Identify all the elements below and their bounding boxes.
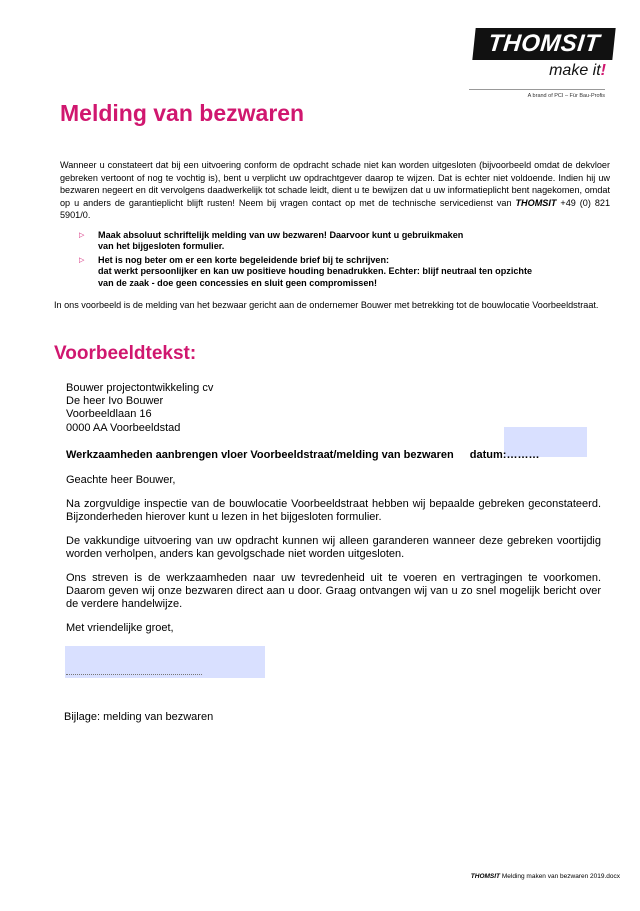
section-title: Voorbeeldtekst: xyxy=(54,343,197,364)
logo-tagline xyxy=(470,62,606,80)
triangle-bullet-icon: ▷ xyxy=(79,256,85,264)
example-intro: In ons voorbeeld is de melding van het bezwaar gericht aan de ondernemer Bouwer met betrekking tot de bouwlocatie Voorbeeldstraat. xyxy=(54,300,599,310)
address-line: De heer Ivo Bouwer xyxy=(66,395,164,408)
date-label: datum:……… xyxy=(469,449,540,461)
address-line: Bouwer projectontwikkeling cv xyxy=(66,382,214,394)
triangle-bullet-icon: ▷ xyxy=(79,232,85,239)
address-line: 0000 AA Voorbeeldstad xyxy=(66,421,181,434)
bullet-line: van het bijgesloten formulier. xyxy=(98,241,225,252)
signature-line xyxy=(66,673,202,675)
letter-paragraph: De vakkundige uitvoering van uw opdracht kunnen wij alleen garanderen wanneer deze gebreken voortijdig worden verholpen, anders kan gevolgschade niet worden uitgesloten. xyxy=(66,535,601,561)
attachment-note: Bijlage: melding van bezwaren xyxy=(64,711,214,723)
logo-divider xyxy=(469,89,605,90)
page-footer xyxy=(380,873,620,880)
footer-filename: Melding maken van bezwaren 2019.docx xyxy=(501,873,620,880)
intro-paragraph xyxy=(60,159,610,222)
letter-paragraph: Ons streven is de werkzaamheden naar uw tevredenheid uit te voeren en vertragingen te voorkomen. Daarom geven wij onze bezwaren direct aan u door. Graag ontvangen wij van u zo snel mogelijk bericht over de verdere handelwijze. xyxy=(66,572,601,611)
bullet-item xyxy=(76,255,596,289)
intro-phone: +49 (0) 821 5901/0. xyxy=(60,197,611,221)
letter-subject xyxy=(66,449,601,462)
intro-text: Wanneer u constateert dat bij een uitvoering conform de opdracht schade niet kan worden uitgesloten (bijvoorbeeld omdat de dekvloer gebreken vertoont of nog te vochtig is), bent u verplicht uw opdrachtgever daarop te wijzen. Dat is echter niet voldoende. Indien hij uw bezwaren negeert en dit vervolgens daadwerkelijk tot schade leidt, dient u te bewijzen dat u uw informatieplicht bent nagekomen, omdat op u anders de garantieplicht blijft rusten! Neem bij vragen contact op met de technische servicedienst van xyxy=(60,160,610,208)
brand-line: A brand of PCI – Für Bau-Profis xyxy=(527,93,605,99)
bullet-line: van de zaak - doe geen concessies en sluit geen compromissen! xyxy=(98,277,377,288)
page-title: Melding van bezwaren xyxy=(60,100,305,126)
tagline-text: make it xyxy=(549,62,601,79)
bullet-line: dat werkt persoonlijker en kan uw positieve houding benadrukken. Echter: blijf neutraal ten opzichte xyxy=(98,266,533,277)
thomsit-logo: THOMSIT xyxy=(472,28,615,60)
tagline-mark: ! xyxy=(600,62,606,79)
address-line: Voorbeeldlaan 16 xyxy=(66,408,152,421)
letter-salutation: Geachte heer Bouwer, xyxy=(66,474,176,486)
bullet-line: Het is nog beter om er een korte begeleidende brief bij te schrijven: xyxy=(98,254,390,265)
letter-closing: Met vriendelijke groet, xyxy=(66,622,174,634)
letter-paragraph: Na zorgvuldige inspectie van de bouwlocatie Voorbeeldstraat hebben wij bepaalde gebreken geconstateerd. Bijzonderheden hierover kunt u lezen in het bijgesloten formulier. xyxy=(66,498,601,524)
bullet-line: Maak absoluut schriftelijk melding van uw bezwaren! Daarvoor kunt u gebruikmaken xyxy=(98,230,464,240)
bullet-item xyxy=(76,230,596,253)
bullet-list xyxy=(76,230,596,291)
footer-brand: THOMSIT xyxy=(470,873,501,880)
subject-text: Werkzaamheden aanbrengen vloer Voorbeeldstraat/melding van bezwaren xyxy=(66,449,454,461)
intro-brand: THOMSIT xyxy=(515,197,557,208)
